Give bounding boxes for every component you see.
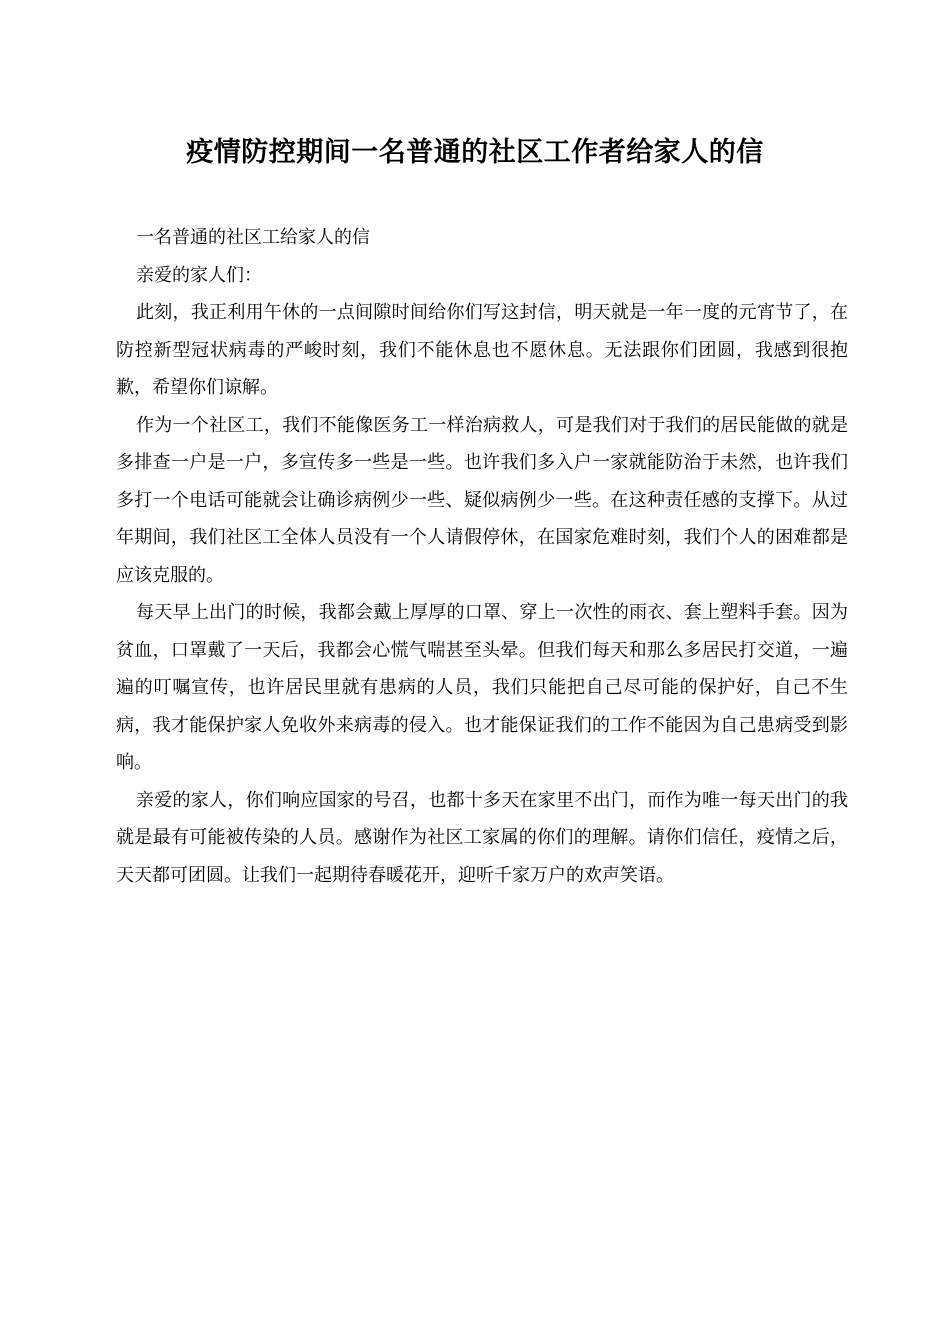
paragraph: 每天早上出门的时候，我都会戴上厚厚的口罩、穿上一次性的雨衣、套上塑料手套。因为贫血，口罩戴了一天后，我都会心慌气喘甚至头晕。但我们每天和那么多居民打交道，一遍遍的叮嘱宣传，也许居民里就有患病的人员，我们只能把自己尽可能的保护好，自己不生病，我才能保护家人免收外来病毒的侵入。也才能保证我们的工作不能因为自己患病受到影响。 bbox=[116, 602, 848, 773]
document-body bbox=[116, 219, 848, 894]
paragraph: 亲爱的家人，你们响应国家的号召，也都十多天在家里不出门，而作为唯一每天出门的我就是最有可能被传染的人员。感谢作为社区工家属的你们的理解。请你们信任，疫情之后，天天都可团圆。让我们一起期待春暖花开，迎听千家万户的欢声笑语。 bbox=[116, 789, 848, 886]
paragraph: 此刻，我正利用午休的一点间隙时间给你们写这封信，明天就是一年一度的元宵节了，在防控新型冠状病毒的严峻时刻，我们不能休息也不愿休息。无法跟你们团圆，我感到很抱歉，希望你们谅解。 bbox=[116, 302, 848, 398]
salutation: 亲爱的家人们： bbox=[136, 264, 262, 286]
letter-heading: 一名普通的社区工给家人的信 bbox=[136, 227, 370, 248]
document-title: 疫情防控期间一名普通的社区工作者给家人的信 bbox=[186, 137, 764, 168]
paragraph: 作为一个社区工，我们不能像医务工一样治病救人，可是我们对于我们的居民能做的就是多排查一户是一户，多宣传多一些是一些。也许我们多入户一家就能防治于未然，也许我们多打一个电话可能就会让确诊病例少一些、疑似病例少一些。在这种责任感的支撑下。从过年期间，我们社区工全体人员没有一个人请假停休，在国家危难时刻，我们个人的困难都是应该克服的。 bbox=[116, 414, 848, 586]
